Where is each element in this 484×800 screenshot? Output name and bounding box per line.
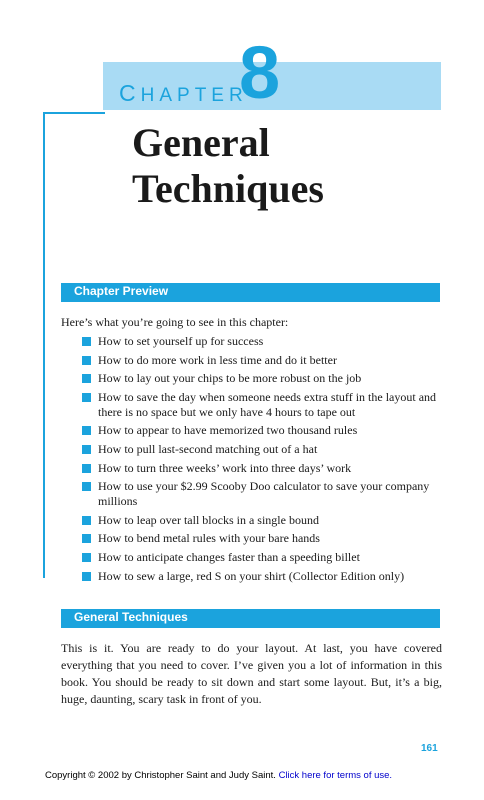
list-item-text: How to do more work in less time and do it better xyxy=(98,352,337,367)
list-item xyxy=(82,461,442,476)
list-item-text: How to turn three weeks’ work into three days’ work xyxy=(98,460,352,475)
bullet-square-icon xyxy=(82,374,91,383)
list-item xyxy=(82,513,442,528)
list-item xyxy=(82,442,442,457)
bullet-square-icon xyxy=(82,534,91,543)
list-item xyxy=(82,423,442,438)
chapter-preview-heading: Chapter Preview xyxy=(74,284,169,298)
list-item-text: How to save the day when someone needs extra stuff in the layout and there is no space but we only have 4 hours to tape out xyxy=(98,389,437,419)
page-number: 161 xyxy=(421,743,438,754)
bullet-square-icon xyxy=(82,337,91,346)
vertical-rule xyxy=(43,112,45,578)
chapter-title-line2: Techniques xyxy=(132,166,324,211)
bullet-square-icon xyxy=(82,426,91,435)
list-item xyxy=(82,353,442,368)
list-item-text: How to lay out your chips to be more robust on the job xyxy=(98,371,362,386)
chapter-title-line1: General xyxy=(132,120,270,165)
chapter-label-rest: HAPTER xyxy=(140,85,248,106)
bullet-square-icon xyxy=(82,356,91,365)
terms-of-use-link[interactable]: Click here for terms of use. xyxy=(278,770,393,781)
copyright-text: Copyright © 2002 by Christopher Saint and Judy Saint. xyxy=(45,770,276,781)
bullet-square-icon xyxy=(82,464,91,473)
list-item xyxy=(82,334,442,349)
bullet-square-icon xyxy=(82,393,91,402)
list-item xyxy=(82,390,442,420)
chapter-title xyxy=(132,120,324,212)
body-paragraph: This is it. You are ready to do your layout. At last, you have covered everything that you need to cover. I’ve given you a lot of information in this book. You should be ready to sit down and start some layout. But, it’s a big, huge, daunting, scary task in front of you. xyxy=(61,641,442,706)
general-techniques-header xyxy=(61,609,440,628)
list-item-text: How to set yourself up for success xyxy=(98,334,264,348)
list-item-text: How to use your $2.99 Scooby Doo calculator to save your company millions xyxy=(98,479,430,509)
list-item xyxy=(82,531,442,546)
chapter-label-initial: C xyxy=(119,80,141,106)
chapter-number: 8 xyxy=(239,31,281,114)
list-item-text: How to anticipate changes faster than a speeding billet xyxy=(98,549,360,564)
bullet-square-icon xyxy=(82,445,91,454)
preview-intro: Here’s what you’re going to see in this chapter: xyxy=(61,315,289,329)
bullet-square-icon xyxy=(82,572,91,581)
horizontal-rule xyxy=(43,112,105,114)
list-item xyxy=(82,479,442,509)
chapter-preview-header xyxy=(61,283,440,302)
chapter-label xyxy=(119,80,248,107)
list-item-text: How to sew a large, red S on your shirt (Collector Edition only) xyxy=(98,568,405,583)
list-item-text: How to pull last-second matching out of a hat xyxy=(98,441,318,456)
list-item xyxy=(82,569,442,584)
copyright-footer xyxy=(45,770,392,781)
preview-list xyxy=(82,334,442,587)
bullet-square-icon xyxy=(82,553,91,562)
bullet-square-icon xyxy=(82,482,91,491)
general-techniques-heading: General Techniques xyxy=(74,610,188,624)
list-item-text: How to appear to have memorized two thousand rules xyxy=(98,423,358,438)
list-item xyxy=(82,550,442,565)
bullet-square-icon xyxy=(82,516,91,525)
list-item xyxy=(82,371,442,386)
list-item-text: How to leap over tall blocks in a single bound xyxy=(98,512,319,527)
list-item-text: How to bend metal rules with your bare hands xyxy=(98,531,320,546)
